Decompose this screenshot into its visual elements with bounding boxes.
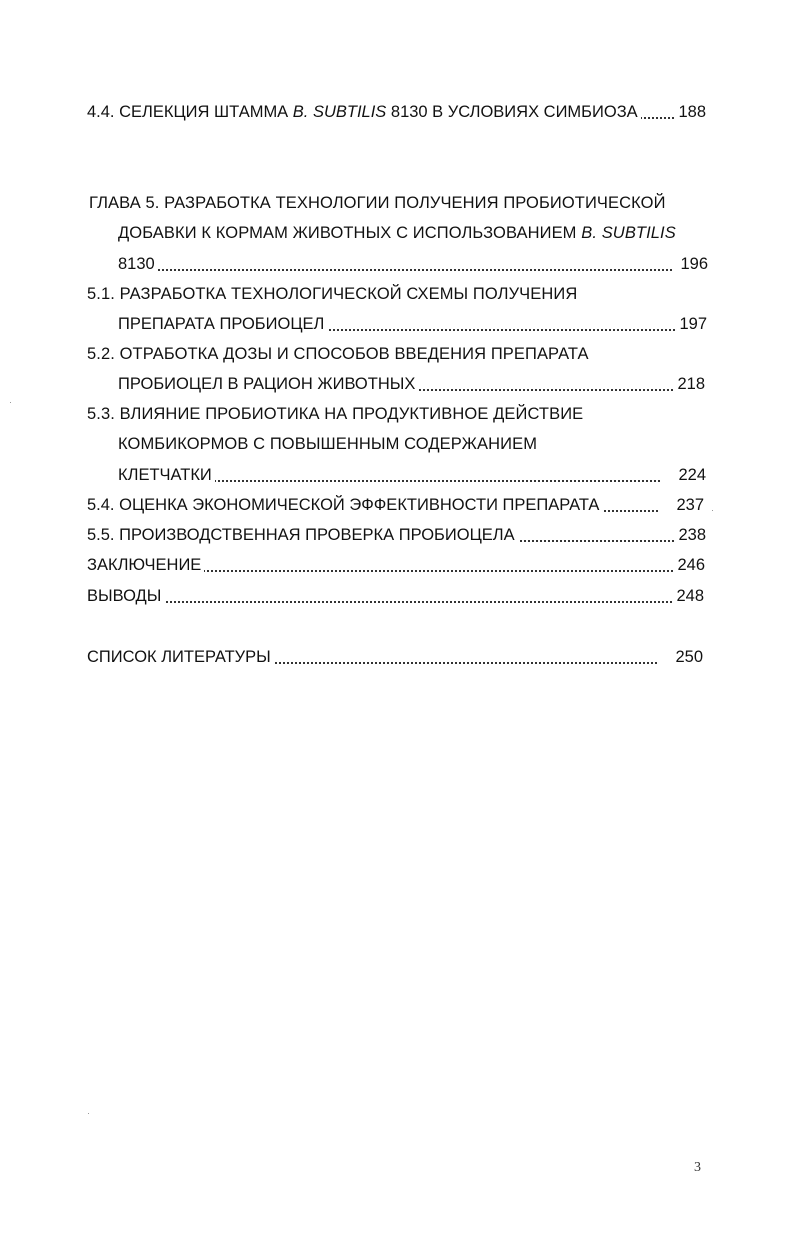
page-number: 3 [694, 1160, 701, 1175]
toc-entry-5-1-text: ПРЕПАРАТА ПРОБИОЦЕЛ [118, 315, 327, 333]
toc-entry-5-3-line3[interactable] [118, 465, 706, 485]
dot-leader [87, 601, 704, 603]
toc-entry-5-5[interactable] [87, 525, 706, 545]
toc-entry-conclusion-page: 246 [674, 555, 705, 575]
toc-chapter-5-title-line2[interactable] [118, 223, 676, 243]
toc-entry-5-3-page: 224 [675, 465, 706, 485]
toc-entry-4-4-suffix: 8130 В УСЛОВИЯХ СИМБИОЗА [386, 103, 638, 121]
scan-speck [10, 402, 11, 403]
toc-entry-5-2-text: ПРОБИОЦЕЛ В РАЦИОН ЖИВОТНЫХ [118, 375, 418, 393]
toc-entry-4-4-prefix: 4.4. СЕЛЕКЦИЯ ШТАММА [87, 103, 293, 121]
toc-entry-5-3-line1[interactable]: 5.3. ВЛИЯНИЕ ПРОБИОТИКА НА ПРОДУКТИВНОЕ ДЕЙСТВИЕ [87, 405, 584, 423]
toc-entry-4-4-italic: B. SUBTILIS [292, 103, 387, 121]
scan-speck [712, 510, 713, 511]
toc-entry-findings[interactable] [87, 586, 704, 606]
toc-entry-5-2-line1[interactable]: 5.2. ОТРАБОТКА ДОЗЫ И СПОСОБОВ ВВЕДЕНИЯ ПРЕПАРАТА [87, 345, 589, 363]
toc-chapter-5-line3-text: 8130 [118, 255, 158, 273]
toc-chapter-5-line2-prefix: ДОБАВКИ К КОРМАМ ЖИВОТНЫХ С ИСПОЛЬЗОВАНИЕМ [118, 224, 582, 242]
toc-entry-5-5-text: 5.5. ПРОИЗВОДСТВЕННАЯ ПРОВЕРКА ПРОБИОЦЕЛА [87, 526, 518, 544]
toc-entry-5-1-line2[interactable] [118, 314, 707, 334]
toc-entry-4-4[interactable] [87, 102, 706, 122]
dot-leader [118, 269, 672, 271]
toc-entry-5-2-line2[interactable] [118, 374, 705, 394]
toc-entry-5-1-page: 197 [676, 314, 707, 334]
toc-entry-5-5-page: 238 [675, 525, 706, 545]
toc-entry-5-3-text: КЛЕТЧАТКИ [118, 466, 215, 484]
toc-chapter-5-title-line1[interactable]: ГЛАВА 5. РАЗРАБОТКА ТЕХНОЛОГИИ ПОЛУЧЕНИЯ ПРОБИОТИЧЕСКОЙ [89, 194, 666, 212]
toc-entry-5-4-page: 237 [673, 495, 704, 515]
toc-entry-references-text: СПИСОК ЛИТЕРАТУРЫ [87, 648, 274, 666]
toc-entry-references-page: 250 [672, 647, 703, 667]
toc-entry-findings-page: 248 [673, 586, 704, 606]
toc-chapter-5-page: 196 [677, 254, 708, 274]
toc-entry-5-1-line1[interactable]: 5.1. РАЗРАБОТКА ТЕХНОЛОГИЧЕСКОЙ СХЕМЫ ПОЛУЧЕНИЯ [87, 285, 578, 303]
toc-entry-conclusion[interactable] [87, 555, 705, 575]
toc-chapter-5-line3[interactable] [118, 254, 708, 274]
toc-entry-5-3-line2[interactable]: КОМБИКОРМОВ С ПОВЫШЕННЫМ СОДЕРЖАНИЕМ [118, 435, 538, 453]
toc-entry-conclusion-text: ЗАКЛЮЧЕНИЕ [87, 556, 204, 574]
toc-entry-findings-text: ВЫВОДЫ [87, 587, 164, 605]
toc-entry-4-4-page: 188 [675, 102, 706, 122]
toc-chapter-5-line2-italic: B. SUBTILIS [581, 224, 676, 242]
toc-entry-5-2-page: 218 [674, 374, 705, 394]
toc-entry-5-4-text: 5.4. ОЦЕНКА ЭКОНОМИЧЕСКОЙ ЭФФЕКТИВНОСТИ ПРЕПАРАТА [87, 496, 602, 514]
toc-entry-5-4[interactable] [87, 495, 704, 515]
toc-entry-references[interactable] [87, 647, 703, 667]
scan-speck [88, 1113, 89, 1114]
